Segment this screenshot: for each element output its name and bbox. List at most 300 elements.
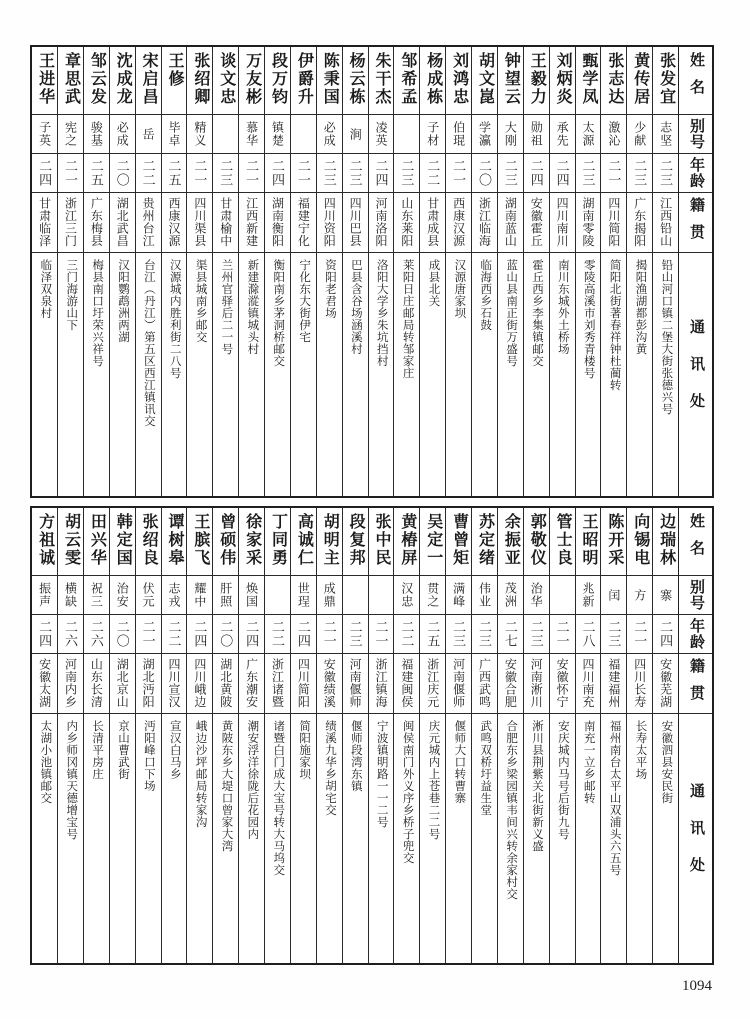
entry-age: 二三 — [347, 159, 363, 187]
entry-address: 庆元城内上苍巷二二号 — [427, 720, 440, 840]
entry-native-place-cell — [601, 654, 626, 714]
entry-name: 邹云发 — [88, 52, 106, 106]
entry-alias-cell — [369, 576, 394, 615]
entry-native-place-cell — [291, 193, 316, 253]
entry-age-cell — [84, 154, 109, 193]
entry-alias: 勋祖 — [529, 121, 544, 147]
entry-age-cell — [32, 615, 57, 654]
entry-native-place: 河南偃师 — [348, 658, 363, 708]
entry-age-cell — [291, 615, 316, 654]
entry-native-place: 四川南川 — [555, 197, 570, 247]
entry-column — [600, 47, 626, 496]
entry-native-place-cell — [653, 654, 678, 714]
entry-column — [161, 47, 187, 496]
entry-address: 沔阳峰口下场 — [142, 720, 155, 792]
entry-address: 宁化东大街伊宅 — [298, 259, 311, 343]
entry-address-cell — [110, 714, 135, 963]
entry-name: 张中民 — [372, 513, 390, 567]
entry-age: 二七 — [502, 620, 518, 648]
header-age-label: 年龄 — [688, 157, 704, 189]
entry-name-cell — [420, 47, 445, 115]
entry-name: 张发宜 — [657, 52, 675, 106]
entry-alias: 必成 — [115, 121, 130, 147]
entry-age: 二四 — [192, 620, 208, 648]
entry-native-place: 安徽太湖 — [37, 658, 52, 708]
entry-column — [626, 47, 652, 496]
entry-native-place: 四川巴县 — [348, 197, 363, 247]
entry-name: 杨云栋 — [347, 52, 365, 106]
entry-age: 二二 — [140, 159, 156, 187]
entry-age-cell — [239, 154, 264, 193]
header-native-place-label: 籍贯 — [688, 197, 704, 251]
entry-name: 刘炳炎 — [554, 52, 572, 106]
entry-native-place: 福建宁化 — [296, 197, 311, 247]
entry-address: 长清平房庄 — [91, 720, 104, 780]
entry-name-cell — [162, 47, 187, 115]
entry-alias-cell — [110, 115, 135, 154]
entry-native-place: 安徽合肥 — [503, 658, 518, 708]
entry-column — [393, 47, 419, 496]
entry-name: 段复邦 — [347, 513, 365, 567]
entry-age-cell — [343, 615, 368, 654]
entry-name-cell — [524, 47, 549, 115]
entry-name: 杨成栋 — [424, 52, 442, 106]
entry-name: 陈秉国 — [321, 52, 339, 106]
entry-address-cell — [265, 714, 290, 963]
entry-address-cell — [265, 253, 290, 496]
entry-native-place-cell — [265, 193, 290, 253]
entry-name: 边瑞林 — [657, 513, 675, 567]
entry-name: 胡明主 — [321, 513, 339, 567]
entry-alias-cell — [136, 576, 161, 615]
entry-age-cell — [524, 154, 549, 193]
entry-name-cell — [187, 47, 212, 115]
entry-native-place: 广东揭阳 — [632, 197, 647, 247]
entry-address: 诸暨白门成大宝号转大马坞交 — [272, 720, 285, 876]
entry-address: 临泽双泉村 — [39, 259, 52, 319]
entry-column — [419, 47, 445, 496]
entry-age: 二四 — [37, 620, 53, 648]
entry-address-cell — [187, 253, 212, 496]
entry-age-cell — [576, 154, 601, 193]
entry-name-cell — [136, 508, 161, 576]
entry-age: 二四 — [554, 159, 570, 187]
entry-alias-cell — [627, 576, 652, 615]
entry-native-place: 广东梅县 — [89, 197, 104, 247]
entry-age-cell — [653, 154, 678, 193]
entry-address-cell — [394, 714, 419, 963]
entry-address-cell — [32, 714, 57, 963]
entry-name: 钟望云 — [502, 52, 520, 106]
entry-native-place-cell — [446, 193, 471, 253]
entry-name: 张志达 — [605, 52, 623, 106]
entry-name-cell — [472, 508, 497, 576]
entry-age-cell — [58, 615, 83, 654]
entry-native-place: 四川峨边 — [192, 658, 207, 708]
entry-alias-cell — [601, 576, 626, 615]
entry-column — [83, 47, 109, 496]
entry-alias: 方 — [632, 588, 647, 602]
entry-name-cell — [265, 47, 290, 115]
entry-column — [264, 47, 290, 496]
entry-address: 成县北关 — [427, 259, 440, 307]
entry-age: 二一 — [62, 159, 78, 187]
entry-native-place: 甘肃临泽 — [37, 197, 52, 247]
header-name-cell — [679, 508, 712, 576]
entry-address: 黄陂东乡大堤口曾家大湾 — [220, 720, 233, 852]
entry-name-cell — [498, 508, 523, 576]
entry-name-cell — [110, 508, 135, 576]
entry-alias: 必成 — [322, 121, 337, 147]
entry-column — [626, 508, 652, 963]
entry-age-cell — [110, 154, 135, 193]
entry-alias-cell — [213, 576, 238, 615]
entry-address-cell — [213, 714, 238, 963]
entry-native-place: 安徽绩溪 — [322, 658, 337, 708]
entry-column — [497, 47, 523, 496]
entry-age-cell — [627, 154, 652, 193]
entry-name-cell — [601, 47, 626, 115]
entry-native-place-cell — [162, 193, 187, 253]
entry-age: 二三 — [347, 620, 363, 648]
entry-native-place-cell — [317, 654, 342, 714]
header-native-place-cell — [679, 193, 712, 253]
directory-table-top — [30, 45, 714, 498]
entry-age: 二三 — [321, 159, 337, 187]
entry-address-cell — [369, 714, 394, 963]
entry-name-cell — [394, 508, 419, 576]
entry-address-cell — [550, 714, 575, 963]
entry-name: 高诚仁 — [295, 513, 313, 567]
entry-alias-cell — [394, 115, 419, 154]
entry-native-place: 四川长寿 — [632, 658, 647, 708]
entry-alias: 大刚 — [503, 121, 518, 147]
entry-native-place: 福建闽侯 — [399, 658, 414, 708]
entry-address-cell — [162, 253, 187, 496]
entry-column — [83, 508, 109, 963]
entry-address: 汉源唐家坝 — [453, 259, 466, 319]
entry-column — [549, 47, 575, 496]
entry-native-place-cell — [394, 654, 419, 714]
entry-name: 韩定国 — [114, 513, 132, 567]
entry-age: 二三 — [451, 620, 467, 648]
header-alias-label: 别号 — [688, 118, 704, 150]
entry-name-cell — [653, 47, 678, 115]
entry-name: 吴定一 — [424, 513, 442, 567]
entry-address: 资阳老君场 — [323, 259, 336, 319]
entry-column — [393, 508, 419, 963]
entry-native-place: 广西武鸣 — [477, 658, 492, 708]
entry-address-cell — [472, 253, 497, 496]
entry-address-cell — [291, 714, 316, 963]
entry-age: 二二 — [425, 159, 441, 187]
entry-alias: 兆新 — [580, 582, 595, 608]
entry-column — [212, 508, 238, 963]
entry-age: 二四 — [244, 620, 260, 648]
entry-name: 王昭明 — [579, 513, 597, 567]
entry-address: 淅川县荆紫关北街新义盛 — [530, 720, 543, 852]
entry-age: 二〇 — [114, 620, 130, 648]
entry-column — [523, 47, 549, 496]
entry-address: 蓝山县南正街万盛号 — [505, 259, 518, 367]
entry-address: 临海西乡石鼓 — [479, 259, 492, 331]
entry-alias: 伟业 — [477, 582, 492, 608]
entry-name-cell — [653, 508, 678, 576]
entry-address: 偃师大口转曹寨 — [453, 720, 466, 804]
entry-native-place-cell — [420, 193, 445, 253]
entry-name-cell — [239, 47, 264, 115]
entry-age: 二四 — [658, 620, 674, 648]
header-address-label: 通讯处 — [688, 319, 704, 430]
entry-alias: 子英 — [37, 121, 52, 147]
entry-column — [419, 508, 445, 963]
header-alias-cell — [679, 115, 712, 154]
entry-address: 简阳北街著春祥钟杜蔺转 — [608, 259, 621, 391]
entry-age: 二三 — [658, 159, 674, 187]
entry-column — [161, 508, 187, 963]
entry-address-cell — [601, 714, 626, 963]
entry-age-cell — [187, 615, 212, 654]
entry-column — [212, 47, 238, 496]
entry-alias: 镇楚 — [270, 121, 285, 147]
entry-alias-cell — [265, 115, 290, 154]
page-number: 1094 — [682, 978, 712, 994]
entry-native-place-cell — [394, 193, 419, 253]
header-address-label: 通讯处 — [688, 783, 704, 894]
entry-address-cell — [394, 253, 419, 496]
entry-alias: 汉忠 — [399, 582, 414, 608]
entry-native-place: 安徽霍丘 — [529, 197, 544, 247]
entry-native-place: 湖南衡阳 — [270, 197, 285, 247]
entry-native-place-cell — [136, 654, 161, 714]
entry-address: 宣汉白马乡 — [168, 720, 181, 780]
entry-column — [471, 47, 497, 496]
entry-address: 绩溪九华乡胡宅交 — [323, 720, 336, 816]
entry-native-place: 四川资阳 — [322, 197, 337, 247]
entry-age: 二五 — [88, 159, 104, 187]
entry-alias-cell — [187, 576, 212, 615]
entry-name-cell — [58, 47, 83, 115]
entry-name: 沈成龙 — [114, 52, 132, 106]
entry-column — [109, 47, 135, 496]
entry-native-place-cell — [524, 193, 549, 253]
entry-column — [290, 47, 316, 496]
entry-alias-cell — [32, 115, 57, 154]
entry-column — [186, 508, 212, 963]
entry-alias-cell — [317, 115, 342, 154]
entry-address-cell — [343, 714, 368, 963]
entry-name-cell — [291, 47, 316, 115]
entry-alias-cell — [446, 115, 471, 154]
entry-alias: 精义 — [192, 121, 207, 147]
entry-age-cell — [420, 615, 445, 654]
entry-address: 长寿太平场 — [634, 720, 647, 780]
entry-name-cell — [627, 508, 652, 576]
entry-column — [575, 47, 601, 496]
entry-column — [135, 508, 161, 963]
entry-alias: 成鼎 — [322, 582, 337, 608]
entry-address: 峨边沙坪邮局转家沟 — [194, 720, 207, 828]
entry-name-cell — [446, 47, 471, 115]
entry-name-cell — [472, 47, 497, 115]
entry-alias-cell — [653, 576, 678, 615]
table-top-header-column — [678, 47, 712, 496]
entry-alias-cell — [524, 115, 549, 154]
entry-name: 章思武 — [62, 52, 80, 106]
entry-native-place-cell — [550, 193, 575, 253]
entry-native-place: 广东潮安 — [244, 658, 259, 708]
entry-native-place-cell — [239, 654, 264, 714]
entry-alias: 慕华 — [244, 121, 259, 147]
entry-native-place: 山东长清 — [89, 658, 104, 708]
entry-name-cell — [84, 47, 109, 115]
header-age-cell — [679, 154, 712, 193]
entry-native-place-cell — [317, 193, 342, 253]
entry-age: 二四 — [528, 159, 544, 187]
entry-age: 二〇 — [114, 159, 130, 187]
entry-native-place: 四川宣汉 — [166, 658, 181, 708]
entry-age: 二三 — [502, 159, 518, 187]
entry-address-cell — [239, 714, 264, 963]
entry-alias-cell — [291, 115, 316, 154]
entry-address-cell — [58, 253, 83, 496]
entry-address-cell — [317, 253, 342, 496]
entry-alias-cell — [576, 576, 601, 615]
entry-age-cell — [213, 154, 238, 193]
entry-column — [600, 508, 626, 963]
entry-alias: 子材 — [425, 121, 440, 147]
entry-native-place: 湖南零陵 — [580, 197, 595, 247]
entry-age-cell — [653, 615, 678, 654]
entry-alias-cell — [343, 576, 368, 615]
entry-age-cell — [110, 615, 135, 654]
entry-native-place: 江西新建 — [244, 197, 259, 247]
entry-native-place: 湖北黄陂 — [218, 658, 233, 708]
entry-age: 二三 — [580, 159, 596, 187]
entry-native-place-cell — [84, 193, 109, 253]
entry-address: 南川东城外土桥场 — [556, 259, 569, 355]
entry-name: 邹希孟 — [398, 52, 416, 106]
entry-name: 伊爵升 — [295, 52, 313, 106]
entry-native-place-cell — [498, 193, 523, 253]
entry-age-cell — [394, 154, 419, 193]
entry-age-cell — [420, 154, 445, 193]
entry-native-place-cell — [213, 193, 238, 253]
entry-native-place-cell — [58, 193, 83, 253]
entry-address: 汉源城内胜利街二八号 — [168, 259, 181, 379]
entry-column — [342, 47, 368, 496]
entry-native-place-cell — [420, 654, 445, 714]
entry-address-cell — [627, 253, 652, 496]
entry-address: 揭阳渔湖都彭沟黄 — [634, 259, 647, 355]
entry-alias-cell — [291, 576, 316, 615]
entry-address: 合肥东乡梁园镇韦间兴转余家村交 — [505, 720, 518, 900]
entry-alias: 闰 — [606, 588, 621, 602]
entry-age-cell — [265, 154, 290, 193]
entry-age-cell — [369, 615, 394, 654]
entry-native-place-cell — [576, 654, 601, 714]
entry-age: 二一 — [192, 159, 208, 187]
entry-native-place-cell — [213, 654, 238, 714]
entry-name-cell — [343, 47, 368, 115]
entry-address: 潮安浮洋徐陇后花园内 — [246, 720, 259, 840]
entry-address: 南充一立乡邮转 — [582, 720, 595, 804]
entry-column — [523, 508, 549, 963]
entry-address: 莱阳日庄邮局转邹家庄 — [401, 259, 414, 379]
entry-native-place: 河南偃师 — [451, 658, 466, 708]
entry-alias: 世珵 — [296, 582, 311, 608]
entry-alias: 治安 — [115, 582, 130, 608]
entry-name-cell — [187, 508, 212, 576]
entry-age-cell — [472, 154, 497, 193]
entry-address-cell — [576, 714, 601, 963]
entry-age: 二一 — [606, 159, 622, 187]
entry-native-place: 浙江诸暨 — [270, 658, 285, 708]
entry-name: 甄学凤 — [579, 52, 597, 106]
entry-native-place: 浙江镇海 — [373, 658, 388, 708]
entry-alias-cell — [84, 115, 109, 154]
entry-age: 二六 — [62, 620, 78, 648]
entry-alias: 祝三 — [89, 582, 104, 608]
entry-address-cell — [136, 714, 161, 963]
entry-alias-cell — [187, 115, 212, 154]
entry-name-cell — [601, 508, 626, 576]
entry-age-cell — [317, 154, 342, 193]
entry-alias: 伏元 — [141, 582, 156, 608]
entry-address-cell — [291, 253, 316, 496]
entry-column — [32, 508, 57, 963]
entry-name: 胡文崑 — [476, 52, 494, 106]
entry-age-cell — [550, 154, 575, 193]
entry-column — [652, 508, 678, 963]
entry-name: 向锡电 — [631, 513, 649, 567]
entry-address: 铅山河口镇二堡大街张德兴号 — [660, 259, 673, 415]
entry-age-cell — [84, 615, 109, 654]
entry-age-cell — [343, 154, 368, 193]
entry-name: 徐家采 — [243, 513, 261, 567]
entry-address-cell — [446, 253, 471, 496]
entry-address-cell — [472, 714, 497, 963]
entry-address: 汉阳鹦鹉洲两湖 — [116, 259, 129, 343]
entry-alias: 肝照 — [218, 582, 233, 608]
entry-age-cell — [317, 615, 342, 654]
entry-native-place-cell — [265, 654, 290, 714]
entry-native-place: 甘肃成县 — [425, 197, 440, 247]
entry-age: 二五 — [425, 620, 441, 648]
entry-alias-cell — [317, 576, 342, 615]
entry-native-place-cell — [601, 193, 626, 253]
entry-age: 二三 — [606, 620, 622, 648]
entry-age-cell — [162, 615, 187, 654]
entry-age-cell — [213, 615, 238, 654]
header-age-cell — [679, 615, 712, 654]
entry-address: 衡阳南乡茅洞桥邮交 — [272, 259, 285, 367]
entry-age-cell — [369, 154, 394, 193]
entry-age: 二三 — [632, 159, 648, 187]
entry-native-place-cell — [498, 654, 523, 714]
entry-name-cell — [317, 47, 342, 115]
entry-column — [32, 47, 57, 496]
entry-alias-cell — [265, 576, 290, 615]
entry-alias-cell — [213, 115, 238, 154]
entry-column — [238, 508, 264, 963]
entry-age-cell — [524, 615, 549, 654]
entry-native-place-cell — [239, 193, 264, 253]
entry-age: 二四 — [295, 620, 311, 648]
entry-name: 苏定绪 — [476, 513, 494, 567]
entry-age: 二一 — [451, 159, 467, 187]
entry-address: 梅县南口圩荣兴祥号 — [91, 259, 104, 367]
